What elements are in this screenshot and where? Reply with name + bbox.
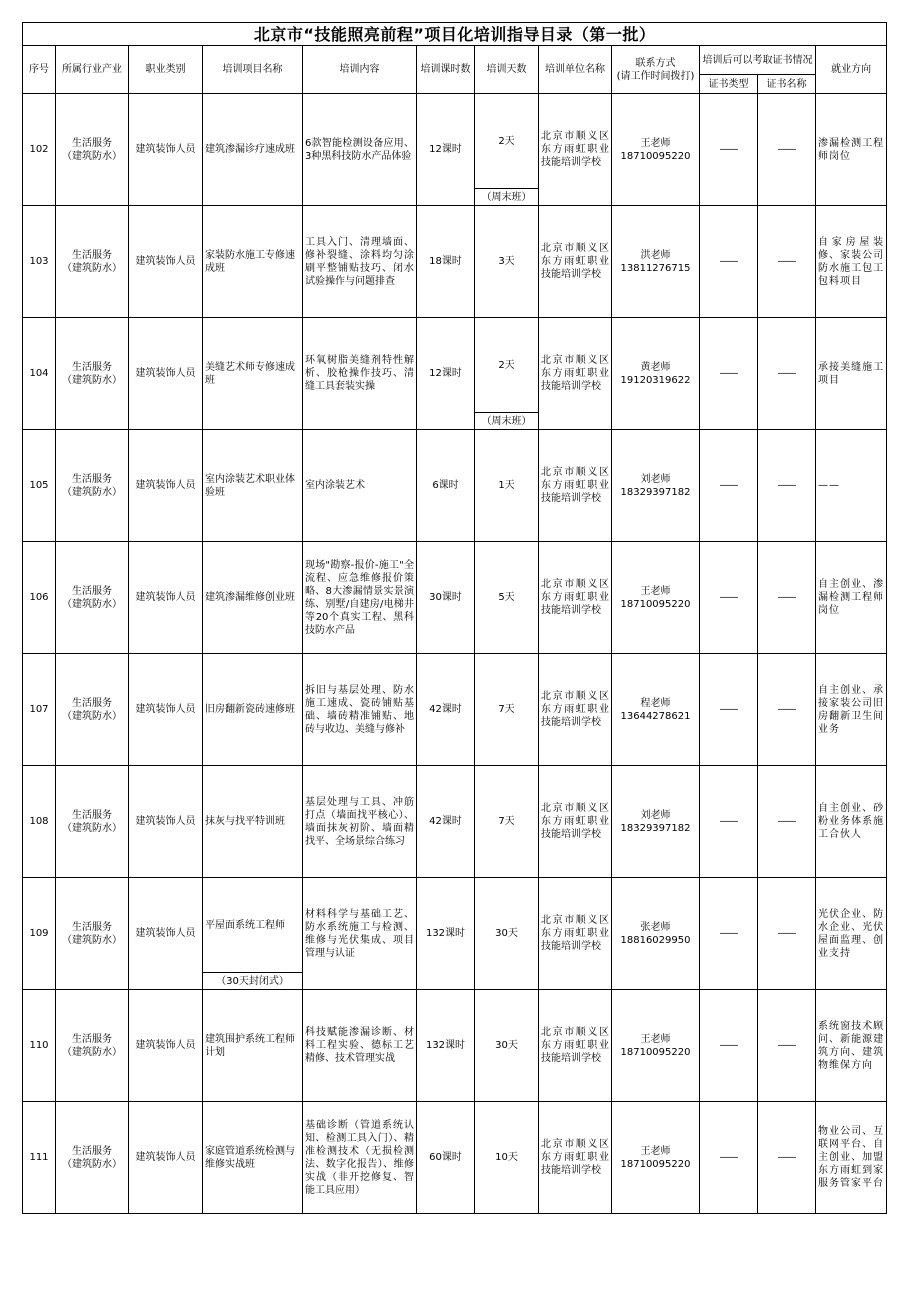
row-project: 建筑渗漏诊疗速成班 (203, 94, 303, 206)
row-category: 建筑装饰人员 (129, 990, 203, 1102)
row-project: 建筑围护系统工程师计划 (203, 990, 303, 1102)
table-row (23, 430, 887, 542)
row-contact: 黄老师 19120319622 (612, 318, 700, 430)
row-days: 1天 (475, 430, 539, 542)
row-contact: 刘老师 18329397182 (612, 766, 700, 878)
row-employment: 自主创业、砂粉业务体系施工合伙人 (816, 766, 887, 878)
row-days-note: （周末班） (475, 189, 539, 206)
row-seq: 107 (23, 654, 56, 766)
row-cert-name: —— (758, 542, 816, 654)
row-unit: 北京市顺义区东方雨虹职业技能培训学校 (539, 206, 612, 318)
row-industry: 生活服务 （建筑防水） (56, 766, 129, 878)
row-cert-type: —— (700, 1102, 758, 1214)
row-contact: 程老师 13644278621 (612, 654, 700, 766)
table-row (23, 878, 887, 973)
row-project: 室内涂装艺术职业体验班 (203, 430, 303, 542)
row-seq: 106 (23, 542, 56, 654)
row-industry: 生活服务 （建筑防水） (56, 94, 129, 206)
row-content: 基层处理与工具、冲筋打点（墙面找平核心）、墙面抹灰初阶、墙面精找平、全场景综合练习 (303, 766, 417, 878)
row-hours: 60课时 (417, 1102, 475, 1214)
page-title: 北京市“技能照亮前程”项目化培训指导目录（第一批） (23, 23, 887, 46)
table-body (23, 94, 887, 1214)
row-industry: 生活服务 （建筑防水） (56, 654, 129, 766)
row-seq: 104 (23, 318, 56, 430)
header-hours: 培训课时数 (417, 46, 475, 94)
catalog-sheet (22, 22, 886, 1214)
row-industry: 生活服务 （建筑防水） (56, 1102, 129, 1214)
row-project: 美缝艺术师专修速成班 (203, 318, 303, 430)
row-days: 5天 (475, 542, 539, 654)
row-cert-type: —— (700, 766, 758, 878)
row-content: 基础诊断（管道系统认知、检测工具入门）、精准检测技术（无损检测法、数字化报告）、维修实战（非开挖修复、智能工具应用） (303, 1102, 417, 1214)
row-project: 家庭管道系统检测与维修实战班 (203, 1102, 303, 1214)
row-category: 建筑装饰人员 (129, 654, 203, 766)
row-hours: 18课时 (417, 206, 475, 318)
row-category: 建筑装饰人员 (129, 1102, 203, 1214)
table-row (23, 542, 887, 654)
row-cert-name: —— (758, 318, 816, 430)
row-industry: 生活服务 （建筑防水） (56, 542, 129, 654)
row-unit: 北京市顺义区东方雨虹职业技能培训学校 (539, 1102, 612, 1214)
row-seq: 105 (23, 430, 56, 542)
header-contact: 联系方式 (请工作时间拨打) (612, 46, 700, 94)
row-project: 平屋面系统工程师 (203, 878, 303, 973)
row-unit: 北京市顺义区东方雨虹职业技能培训学校 (539, 542, 612, 654)
row-employment: —— (816, 430, 887, 542)
row-employment: 系统窗技术顾问、新能源建筑方向、建筑物维保方向 (816, 990, 887, 1102)
row-category: 建筑装饰人员 (129, 318, 203, 430)
row-hours: 12课时 (417, 318, 475, 430)
row-days: 3天 (475, 206, 539, 318)
row-cert-type: —— (700, 94, 758, 206)
row-category: 建筑装饰人员 (129, 94, 203, 206)
row-cert-name: —— (758, 654, 816, 766)
row-project: 建筑渗漏维修创业班 (203, 542, 303, 654)
row-contact: 刘老师 18329397182 (612, 430, 700, 542)
row-unit: 北京市顺义区东方雨虹职业技能培训学校 (539, 94, 612, 206)
row-content: 科技赋能渗漏诊断、材料工程实验、德标工艺精修、技术管理实战 (303, 990, 417, 1102)
row-category: 建筑装饰人员 (129, 766, 203, 878)
row-unit: 北京市顺义区东方雨虹职业技能培训学校 (539, 766, 612, 878)
row-seq: 108 (23, 766, 56, 878)
header-industry: 所属行业产业 (56, 46, 129, 94)
header-seq: 序号 (23, 46, 56, 94)
row-hours: 132课时 (417, 990, 475, 1102)
row-employment: 物业公司、互联网平台、自主创业、加盟东方雨虹到家服务管家平台 (816, 1102, 887, 1214)
row-seq: 110 (23, 990, 56, 1102)
row-contact: 王老师 18710095220 (612, 94, 700, 206)
header-cert-type: 证书类型 (700, 75, 758, 94)
row-cert-name: —— (758, 94, 816, 206)
row-unit: 北京市顺义区东方雨虹职业技能培训学校 (539, 878, 612, 990)
row-seq: 111 (23, 1102, 56, 1214)
row-days-note: （周末班） (475, 413, 539, 430)
row-category: 建筑装饰人员 (129, 542, 203, 654)
row-contact: 王老师 18710095220 (612, 1102, 700, 1214)
table-row (23, 94, 887, 189)
header-cert-name: 证书名称 (758, 75, 816, 94)
row-project: 旧房翻新瓷砖速修班 (203, 654, 303, 766)
row-unit: 北京市顺义区东方雨虹职业技能培训学校 (539, 654, 612, 766)
row-seq: 109 (23, 878, 56, 990)
table-row (23, 990, 887, 1102)
header-employment: 就业方向 (816, 46, 887, 94)
header-unit: 培训单位名称 (539, 46, 612, 94)
row-project: 抹灰与找平特训班 (203, 766, 303, 878)
row-cert-name: —— (758, 430, 816, 542)
row-content: 室内涂装艺术 (303, 430, 417, 542)
row-content: 拆旧与基层处理、防水施工速成、瓷砖铺贴基础、墙砖精准铺贴、地砖与收边、美缝与修补 (303, 654, 417, 766)
row-employment: 光伏企业、防水企业、光伏屋面监理、创业支持 (816, 878, 887, 990)
header-cert-group: 培训后可以考取证书情况 (700, 46, 816, 75)
row-contact: 洪老师 13811276715 (612, 206, 700, 318)
table-row (23, 318, 887, 413)
row-category: 建筑装饰人员 (129, 430, 203, 542)
row-hours: 42课时 (417, 654, 475, 766)
row-days: 2天 (475, 318, 539, 413)
row-project: 家装防水施工专修速成班 (203, 206, 303, 318)
row-project-note: （30天封闭式） (203, 973, 303, 990)
row-cert-type: —— (700, 878, 758, 990)
row-category: 建筑装饰人员 (129, 206, 203, 318)
row-contact: 张老师 18816029950 (612, 878, 700, 990)
row-employment: 自家房屋装修、家装公司防水施工包工包料项目 (816, 206, 887, 318)
row-cert-type: —— (700, 654, 758, 766)
row-industry: 生活服务 （建筑防水） (56, 430, 129, 542)
header-content: 培训内容 (303, 46, 417, 94)
row-employment: 渗漏检测工程师岗位 (816, 94, 887, 206)
row-industry: 生活服务 （建筑防水） (56, 878, 129, 990)
row-industry: 生活服务 （建筑防水） (56, 990, 129, 1102)
row-employment: 自主创业、渗漏检测工程师岗位 (816, 542, 887, 654)
table-row (23, 654, 887, 766)
row-hours: 30课时 (417, 542, 475, 654)
row-days: 7天 (475, 766, 539, 878)
row-content: 材料科学与基础工艺、防水系统施工与检测、维修与光伏集成、项目管理与认证 (303, 878, 417, 990)
row-content: 环氧树脂美缝剂特性解析、胶枪操作技巧、清缝工具套装实操 (303, 318, 417, 430)
row-contact: 王老师 18710095220 (612, 990, 700, 1102)
row-days: 10天 (475, 1102, 539, 1214)
row-industry: 生活服务 （建筑防水） (56, 318, 129, 430)
row-content: 6款智能检测设备应用、3种黑科技防水产品体验 (303, 94, 417, 206)
row-days: 30天 (475, 990, 539, 1102)
row-content: 工具入门、清理墙面、修补裂缝、涂料均匀涂刷平整铺贴技巧、闭水试验操作与问题排查 (303, 206, 417, 318)
table-row (23, 1102, 887, 1214)
row-cert-name: —— (758, 206, 816, 318)
row-cert-type: —— (700, 318, 758, 430)
row-industry: 生活服务 （建筑防水） (56, 206, 129, 318)
row-hours: 42课时 (417, 766, 475, 878)
row-cert-type: —— (700, 430, 758, 542)
header-category: 职业类别 (129, 46, 203, 94)
row-cert-type: —— (700, 990, 758, 1102)
row-days: 7天 (475, 654, 539, 766)
row-unit: 北京市顺义区东方雨虹职业技能培训学校 (539, 430, 612, 542)
row-content: 现场"勘察-报价-施工"全流程、应急维修报价策略、8大渗漏情景实景演练、别墅/自建房/电梯井等20个真实工程、黑科技防水产品 (303, 542, 417, 654)
row-contact: 王老师 18710095220 (612, 542, 700, 654)
row-seq: 103 (23, 206, 56, 318)
row-seq: 102 (23, 94, 56, 206)
row-cert-name: —— (758, 878, 816, 990)
row-cert-name: —— (758, 1102, 816, 1214)
catalog-table (22, 22, 887, 1214)
row-unit: 北京市顺义区东方雨虹职业技能培训学校 (539, 990, 612, 1102)
row-employment: 承接美缝施工项目 (816, 318, 887, 430)
row-category: 建筑装饰人员 (129, 878, 203, 990)
table-row (23, 766, 887, 878)
row-hours: 12课时 (417, 94, 475, 206)
row-days: 30天 (475, 878, 539, 990)
row-employment: 自主创业、承接家装公司旧房翻新卫生间业务 (816, 654, 887, 766)
row-unit: 北京市顺义区东方雨虹职业技能培训学校 (539, 318, 612, 430)
header-project: 培训项目名称 (203, 46, 303, 94)
header-days: 培训天数 (475, 46, 539, 94)
row-days: 2天 (475, 94, 539, 189)
row-cert-name: —— (758, 990, 816, 1102)
row-hours: 132课时 (417, 878, 475, 990)
row-cert-type: —— (700, 542, 758, 654)
row-cert-type: —— (700, 206, 758, 318)
row-cert-name: —— (758, 766, 816, 878)
row-hours: 6课时 (417, 430, 475, 542)
table-row (23, 206, 887, 318)
